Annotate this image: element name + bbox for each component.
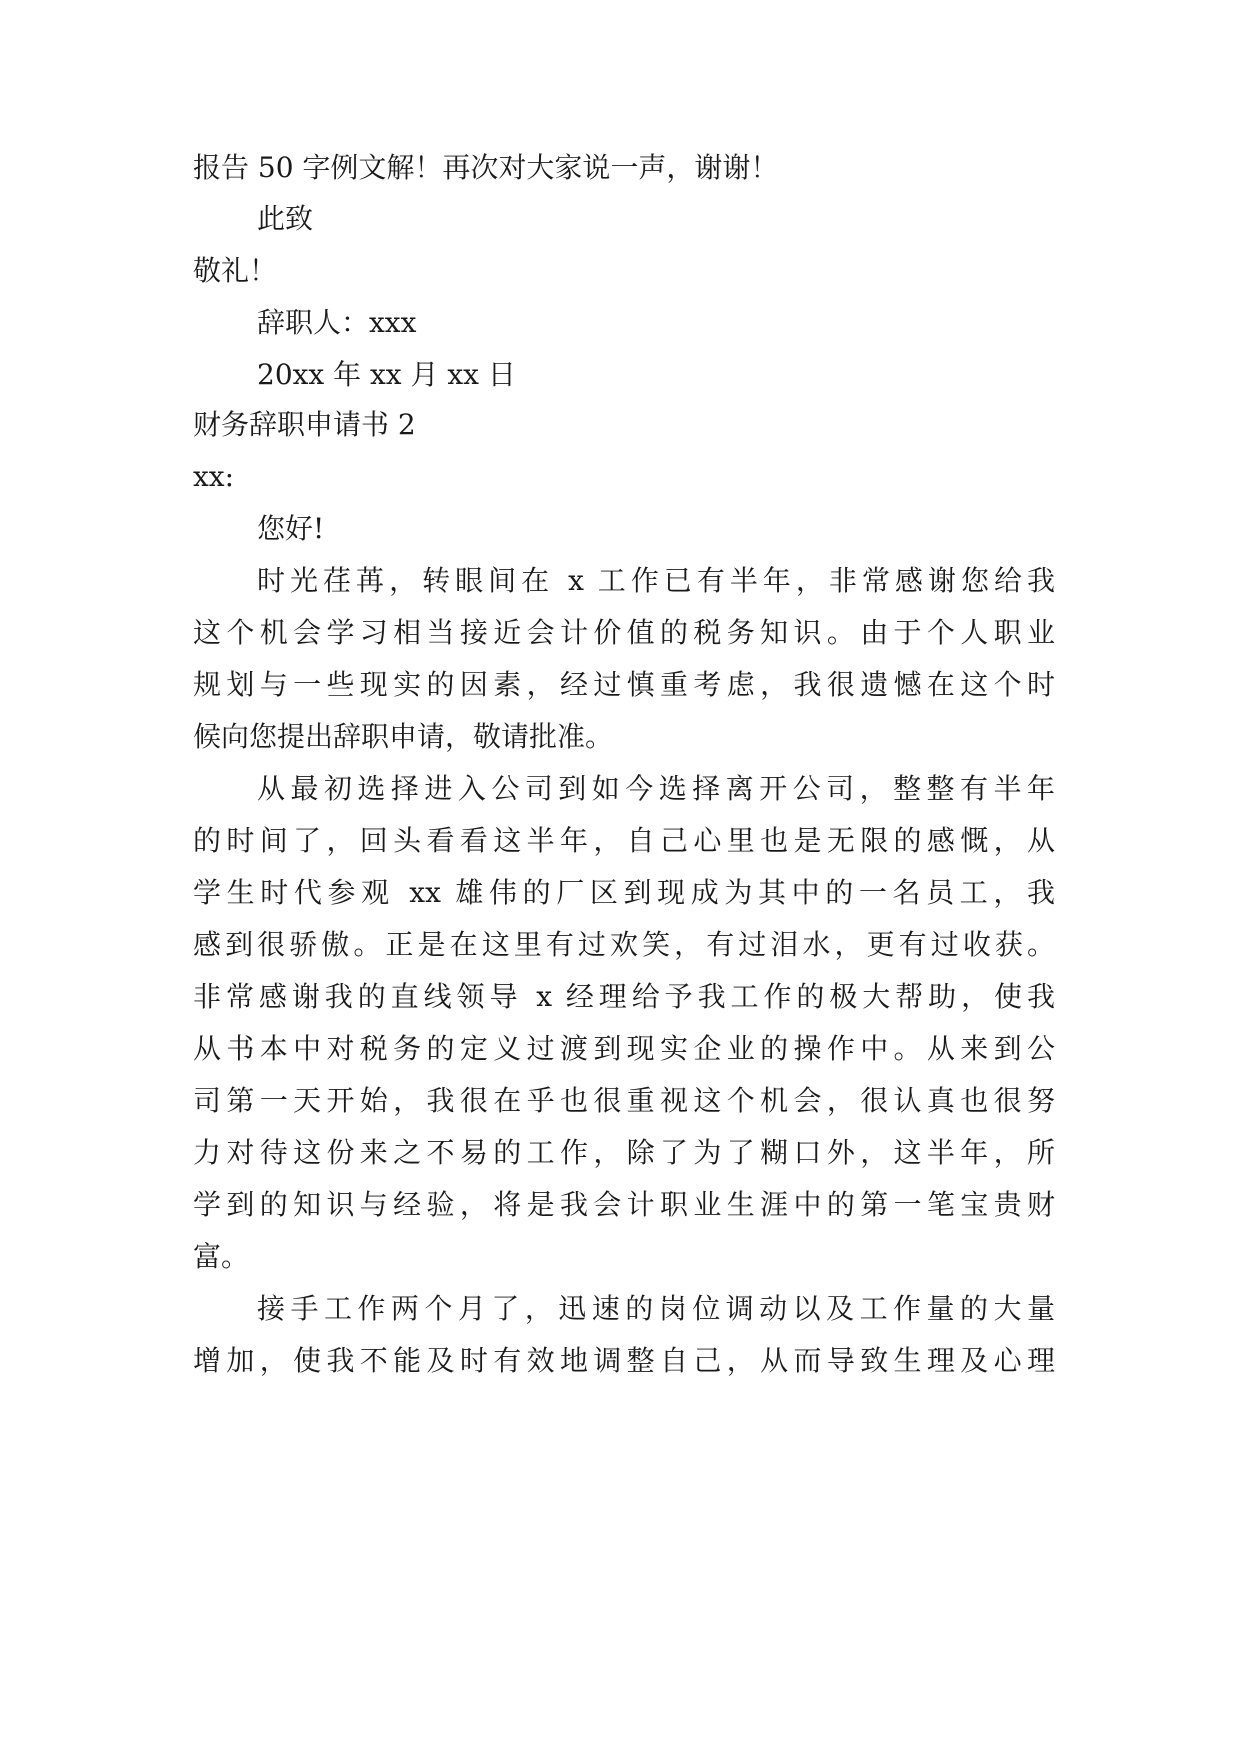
paragraph-3-line: 增加，使我不能及时有效地调整自己，从而导致生理及心理: [193, 1344, 1055, 1377]
paragraph-1-line: 时光荏苒，转眼间在 x 工作已有半年，非常感谢您给我: [257, 564, 1055, 597]
greeting-line: 您好!: [257, 512, 325, 545]
paragraph-2-line: 学到的知识与经验，将是我会计职业生涯中的第一笔宝贵财: [193, 1188, 1055, 1221]
paragraph-2-line: 从书本中对税务的定义过渡到现实企业的操作中。从来到公: [193, 1032, 1055, 1065]
paragraph-2-line: 司第一天开始，我很在乎也很重视这个机会，很认真也很努: [193, 1084, 1055, 1117]
continuation-line: 报告 50 字例文解！再次对大家说一声，谢谢！: [193, 151, 779, 184]
paragraph-1-line: 规划与一些现实的因素，经过慎重考虑，我很遗憾在这个时: [193, 668, 1055, 701]
paragraph-2-line: 学生时代参观 xx 雄伟的厂区到现成为其中的一名员工，我: [193, 876, 1055, 909]
date-line: 20xx 年 xx 月 xx 日: [257, 358, 516, 391]
signer-line: 辞职人：xxx: [257, 306, 417, 339]
paragraph-2-line: 力对待这份来之不易的工作，除了为了糊口外，这半年，所: [193, 1136, 1055, 1169]
paragraph-2-line: 非常感谢我的直线领导 x 经理给予我工作的极大帮助，使我: [193, 980, 1055, 1013]
paragraph-2-line: 感到很骄傲。正是在这里有过欢笑，有过泪水，更有过收获。: [193, 928, 1055, 961]
addressee-line: xx:: [193, 460, 235, 493]
paragraph-3-line: 接手工作两个月了，迅速的岗位调动以及工作量的大量: [257, 1292, 1055, 1325]
paragraph-1-line: 候向您提出辞职申请，敬请批准。: [193, 720, 614, 753]
paragraph-1-line: 这个机会学习相当接近会计价值的税务知识。由于个人职业: [193, 616, 1055, 649]
paragraph-2-line: 从最初选择进入公司到如今选择离开公司，整整有半年: [257, 772, 1055, 805]
letter-title: 财务辞职申请书 2: [193, 408, 416, 441]
paragraph-2-line: 富。: [193, 1240, 250, 1273]
salutation-line-2: 敬礼！: [193, 254, 278, 287]
paragraph-2-line: 的时间了，回头看看这半年，自己心里也是无限的感慨，从: [193, 824, 1055, 857]
salutation-line-1: 此致: [257, 202, 314, 235]
